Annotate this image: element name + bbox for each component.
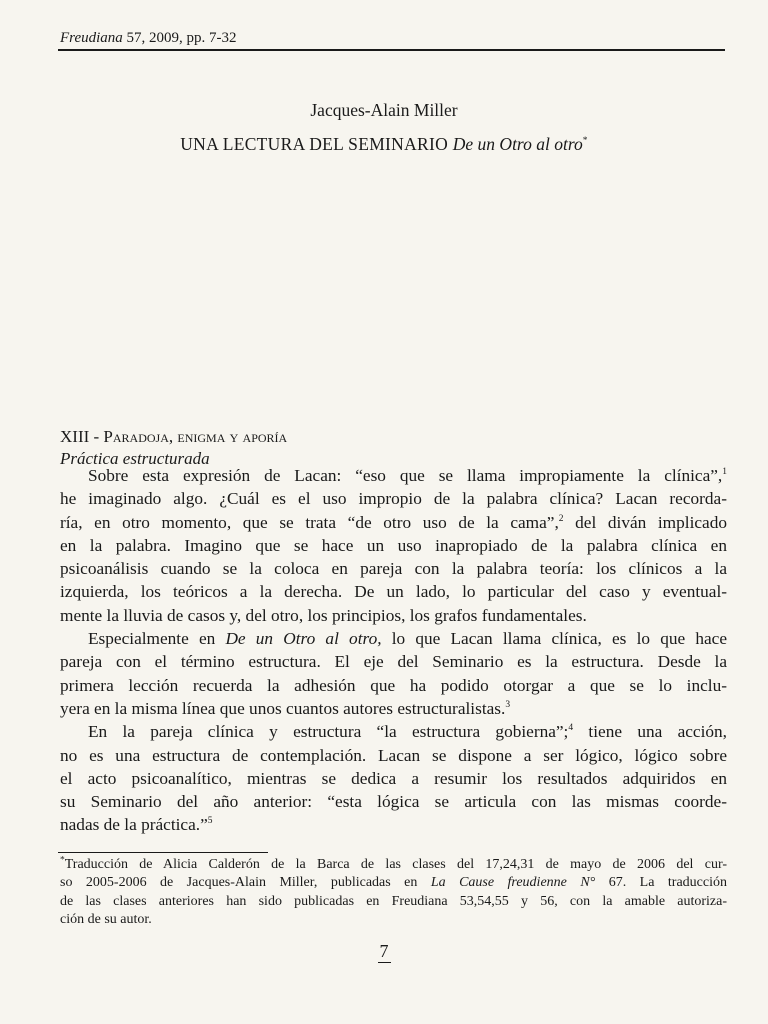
paragraph bbox=[60, 720, 727, 836]
text-line bbox=[60, 487, 727, 510]
text-line bbox=[60, 697, 727, 720]
page-number bbox=[0, 940, 768, 963]
text-segment: lo que Lacan llama clínica, es lo que hace bbox=[381, 629, 727, 649]
text-segment: mente la lluvia de casos y, del otro, los principios, los grafos fundamentales. bbox=[60, 605, 587, 625]
text-segment: su Seminario del año anterior: “esta lógica se articula con las mismas coorde- bbox=[60, 792, 727, 812]
paragraph bbox=[60, 627, 727, 720]
text-line bbox=[60, 604, 727, 627]
italic-text: De un Otro al otro, bbox=[225, 629, 382, 649]
footnote-reference: 4 bbox=[568, 723, 574, 734]
text-segment: pareja con el término estructura. El eje del Seminario es la estructura. Desde la bbox=[60, 652, 727, 672]
section-name: Paradoja, enigma y aporía bbox=[103, 427, 288, 446]
footnote-reference: 2 bbox=[558, 513, 564, 524]
text-line bbox=[60, 856, 727, 874]
text-line bbox=[60, 511, 727, 534]
subsection-heading: Práctica estructurada bbox=[60, 449, 210, 468]
author-name: Jacques-Alain Miller bbox=[310, 100, 458, 120]
text-line bbox=[60, 790, 727, 813]
text-line bbox=[60, 813, 727, 836]
text-line bbox=[60, 720, 727, 743]
journal-citation: 57, 2009, pp. 7-32 bbox=[122, 30, 237, 46]
title-italic: De un Otro al otro bbox=[452, 134, 583, 154]
text-line bbox=[60, 650, 727, 673]
text-line bbox=[60, 580, 727, 603]
text-line bbox=[60, 767, 727, 790]
text-segment: Especialmente en bbox=[88, 629, 226, 649]
header-rule bbox=[58, 49, 725, 51]
text-segment: tiene una acción, bbox=[573, 722, 727, 742]
text-segment: de las clases anteriores han sido publicadas en Freudiana 53,54,55 y 56, con la amable autoriza- bbox=[60, 893, 727, 909]
footnote-reference: 1 bbox=[722, 467, 727, 478]
text-segment: Traducción de Alicia Calderón de la Barca de las clases del 17,24,31 de mayo de 2006 del cur- bbox=[64, 857, 727, 872]
text-line bbox=[60, 464, 727, 487]
footnote-rule bbox=[58, 852, 268, 853]
footnote-reference: * bbox=[60, 855, 65, 866]
page-number-value: 7 bbox=[379, 941, 389, 961]
text-line bbox=[60, 534, 727, 557]
text-segment: En la pareja clínica y estructura “la estructura gobierna”; bbox=[88, 722, 569, 742]
text-segment: el acto psicoanalítico, mientras se dedica a resumir los resultados adquiridos en bbox=[60, 768, 727, 788]
text-segment: en la palabra. Imagino que se hace un uso inapropiado de la palabra clínica en bbox=[60, 535, 727, 555]
article-title bbox=[0, 133, 768, 155]
text-line bbox=[60, 744, 727, 767]
title-footnote-mark: * bbox=[582, 136, 588, 147]
running-head bbox=[60, 29, 237, 47]
text-segment: no es una estructura de contemplación. Lacan se dispone a ser lógico, lógico sobre bbox=[60, 745, 727, 765]
footnote-reference: 3 bbox=[505, 700, 511, 711]
journal-name: Freudiana bbox=[60, 30, 123, 46]
paragraph bbox=[60, 464, 727, 627]
text-segment: Sobre esta expresión de Lacan: “eso que se llama impropiamente la clínica”, bbox=[88, 466, 723, 485]
text-line bbox=[60, 893, 727, 911]
text-segment: so 2005-2006 de Jacques-Alain Miller, publicadas en bbox=[60, 875, 431, 891]
text-segment: yera en la misma línea que unos cuantos autores estructuralistas. bbox=[60, 698, 506, 718]
text-segment: ría, en otro momento, que se trata “de otro uso de la cama”, bbox=[60, 512, 559, 532]
section-heading bbox=[60, 426, 287, 448]
text-line bbox=[60, 874, 727, 892]
body-text bbox=[60, 464, 727, 837]
text-segment: izquierda, los teóricos a la derecha. De un lado, lo particular del caso y eventual- bbox=[60, 582, 727, 602]
text-segment: nadas de la práctica.” bbox=[60, 815, 208, 835]
text-line bbox=[60, 557, 727, 580]
italic-text: La Cause freudienne N° bbox=[430, 875, 609, 891]
footnote-reference: 5 bbox=[207, 816, 213, 827]
footnote bbox=[60, 856, 727, 929]
text-segment: psicoanálisis cuando se la coloca en pareja con la palabra teoría: los clínicos a la bbox=[60, 559, 727, 579]
text-segment: 67. La traducción bbox=[608, 875, 727, 891]
text-segment: ción de su autor. bbox=[60, 911, 152, 927]
text-line bbox=[60, 674, 727, 697]
title-main: UNA LECTURA DEL SEMINARIO bbox=[180, 134, 453, 154]
text-segment: del diván implicado bbox=[563, 512, 727, 532]
text-segment: he imaginado algo. ¿Cuál es el uso impropio de la palabra clínica? Lacan recorda- bbox=[60, 489, 727, 509]
text-line bbox=[60, 911, 727, 929]
section-number: XIII - bbox=[60, 427, 104, 446]
text-line bbox=[60, 627, 727, 650]
text-segment: primera lección recuerda la adhesión que ha podido otorgar a que se lo inclu- bbox=[60, 675, 727, 695]
